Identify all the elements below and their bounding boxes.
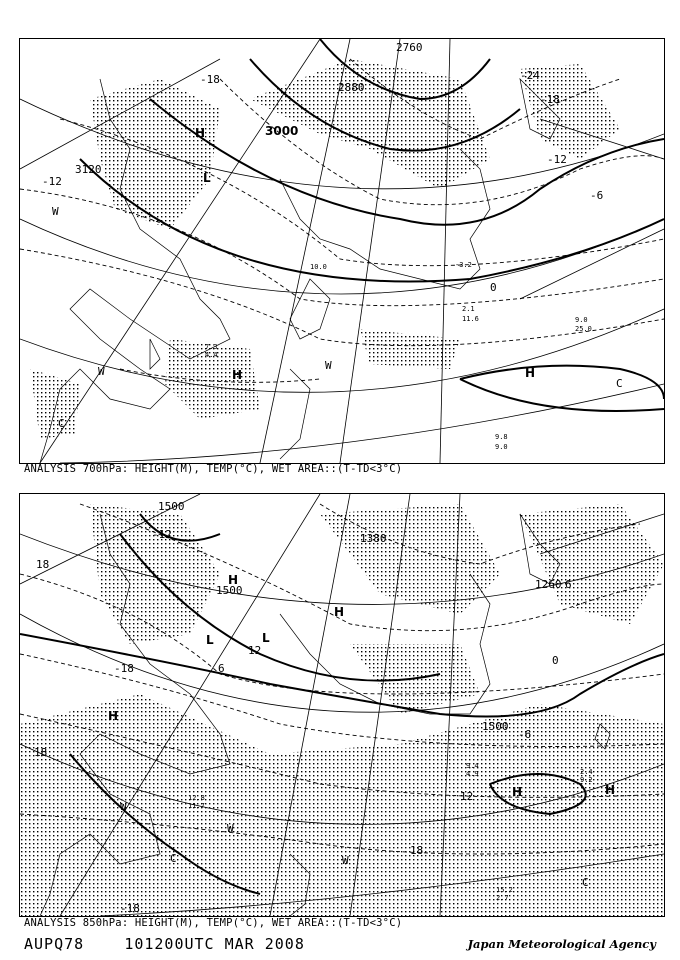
height-label: 1500 — [216, 584, 243, 597]
height-label: 3000 — [265, 124, 299, 138]
station-value: 9.2 — [580, 776, 593, 784]
station-value: 9.0 — [575, 316, 588, 324]
station-value: -3.2 — [455, 261, 472, 269]
warm-marker: W — [227, 822, 234, 835]
station-value: 15.2 — [496, 886, 513, 894]
station-value: 9.8 — [495, 433, 508, 441]
low-center: L — [262, 631, 270, 645]
valid-time: 101200UTC MAR 2008 — [124, 935, 305, 953]
isotherm-label: -18 — [114, 662, 134, 675]
warm-marker: W — [325, 359, 332, 372]
low-center: L — [203, 171, 211, 185]
isotherm-label: 18 — [410, 844, 424, 857]
isotherm-label: -12 — [152, 528, 172, 541]
isotherm-label: -18 — [200, 73, 220, 86]
high-center: H — [512, 785, 523, 799]
high-center: H — [228, 573, 239, 587]
station-value: 4.9 — [466, 770, 479, 778]
high-center: H — [232, 368, 243, 382]
height-label: 2880 — [338, 81, 365, 94]
warm-marker: W — [120, 800, 127, 813]
panel-caption-850hpa: ANALYSIS 850hPa: HEIGHT(M), TEMP(°C), WET AREA::(T-TD<3°C) — [24, 917, 403, 929]
station-value: 2.1 — [462, 305, 475, 313]
cold-marker: C — [170, 852, 177, 865]
warm-marker: W — [52, 205, 59, 218]
station-value: 12.8 — [188, 794, 205, 802]
warm-marker: W — [342, 854, 349, 867]
isotherm-label: 18 — [36, 558, 50, 571]
wet-area — [320, 504, 500, 614]
station-value: 9.4 — [466, 762, 479, 770]
station-value: 7.3 — [205, 343, 218, 351]
cold-marker: C — [616, 377, 623, 390]
chart-id: AUPQ78 — [24, 935, 85, 953]
isotherm-label: 6 — [218, 662, 225, 675]
station-value: 10.0 — [310, 263, 327, 271]
isotherm-label: -24 — [520, 69, 540, 82]
isotherm-label: -6 — [590, 189, 604, 202]
station-value: 25.0 — [575, 325, 592, 333]
map-panel-700hpa — [19, 38, 665, 464]
isotherm-label: 0 — [490, 281, 497, 294]
height-label: 1380 — [360, 532, 387, 545]
height-label: 1500 — [482, 720, 509, 733]
height-label: 2760 — [396, 41, 423, 54]
map-panel-850hpa — [19, 493, 665, 917]
station-value: 11.6 — [462, 315, 479, 323]
isotherm-label: 12 — [248, 644, 262, 657]
wet-area — [30, 369, 80, 439]
map-700hpa — [20, 39, 664, 463]
panel-caption-700hpa: ANALYSIS 700hPa: HEIGHT(M), TEMP(°C), WET AREA::(T-TD<3°C) — [24, 463, 403, 475]
isotherm-label: 18 — [34, 746, 48, 759]
station-value: 11.7 — [188, 802, 205, 810]
high-center: H — [334, 605, 345, 619]
height-label: 1500 — [158, 500, 185, 513]
high-center: H — [605, 783, 616, 797]
height-label: 3120 — [75, 163, 102, 176]
high-center: H — [108, 709, 119, 723]
isotherm-label: -18 — [540, 93, 560, 106]
height-label: 1260 — [535, 578, 562, 591]
station-value: 2.4 — [580, 768, 593, 776]
station-value: 4.4 — [205, 351, 218, 359]
wet-area — [20, 694, 664, 916]
cold-marker: C — [58, 417, 65, 430]
low-center: L — [206, 633, 214, 647]
isotherm-label: -12 — [42, 175, 62, 188]
map-850hpa — [20, 494, 664, 916]
isotherm-label: -18 — [120, 902, 140, 915]
high-center: H — [195, 126, 206, 140]
station-value: 9.0 — [495, 443, 508, 451]
isotherm-label: -6 — [518, 728, 532, 741]
isotherm-label: 0 — [552, 654, 559, 667]
chart-footer — [24, 935, 305, 953]
cold-marker: C — [582, 876, 589, 889]
high-center: H — [525, 366, 536, 380]
wet-area — [360, 329, 460, 369]
agency-name: Japan Meteorological Agency — [467, 937, 656, 951]
isotherm-label: 12 — [460, 790, 474, 803]
isotherm-label: 6 — [565, 578, 572, 591]
station-value: 2.7 — [496, 894, 509, 902]
isotherm-label: -12 — [547, 153, 567, 166]
wet-area — [90, 504, 220, 644]
wet-area — [520, 504, 664, 624]
warm-marker: W — [98, 365, 105, 378]
